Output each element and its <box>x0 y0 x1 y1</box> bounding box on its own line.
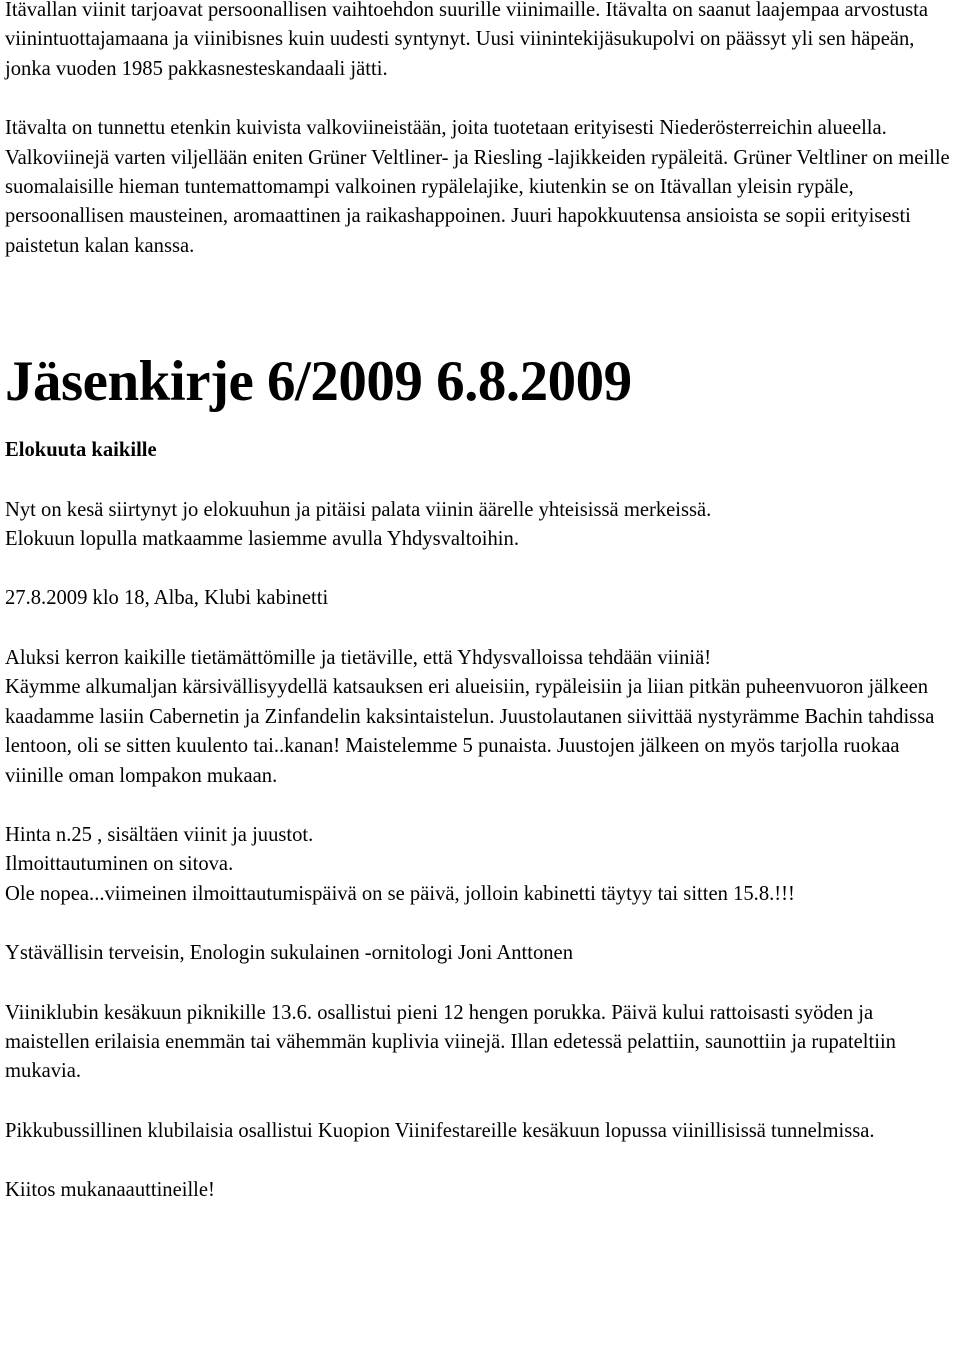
price-info: Hinta n.25 , sisältäen viinit ja juustot. <box>5 823 314 846</box>
intro-paragraph-white-wines: Itävalta on tunnettu etenkin kuivista valkoviineistään, joita tuotetaan erityisesti Niederösterreichin alueella. Valkoviinejä varten viljellään eniten Grüner Veltliner- ja Riesling -lajikkeiden rypäleitä. Grüner Veltliner on meille suomalaisille hieman tuntemattomampi valkoinen rypälelajike, kiutenkin se on Itävallan yleisin rypäle, persoonallisen mausteinen, aromaattinen ja raikashappoinen. Juuri hapokkuutensa ansioista se sopii erityisesti paistetun kalan kanssa. <box>5 117 950 257</box>
newsletter-subtitle: Elokuuta kaikille <box>5 439 157 462</box>
event-details: 27.8.2009 klo 18, Alba, Klubi kabinetti <box>5 587 329 610</box>
picnic-report: Viiniklubin kesäkuun piknikille 13.6. osallistui pieni 12 hengen porukka. Päivä kului rattoisasti syöden ja maistellen erilaisia enemmän tai vähemmän kuplivia viinejä. Illan edetessä pelattiin, saunottiin ja rupateltiin mukavia. <box>5 1001 896 1083</box>
signup-info: Ilmoittautuminen on sitova. <box>5 853 234 876</box>
newsletter-title: Jäsenkirje 6/2009 6.8.2009 <box>5 350 632 414</box>
letter-intro-line-2: Elokuun lopulla matkaamme lasiemme avulla Yhdysvaltoihin. <box>5 528 519 551</box>
document-page <box>5 0 955 1206</box>
thanks-line: Kiitos mukanaauttineille! <box>5 1179 215 1202</box>
letter-intro-line-1: Nyt on kesä siirtynyt jo elokuuhun ja pitäisi palata viinin äärelle yhteisissä merkeissä. <box>5 498 712 521</box>
deadline-info: Ole nopea...viimeinen ilmoittautumispäivä on se päivä, jolloin kabinetti täytyy tai sitten 15.8.!!! <box>5 882 795 905</box>
event-description-line-1: Aluksi kerron kaikille tietämättömille ja tietäville, että Yhdysvalloissa tehdään viiniä! <box>5 646 712 669</box>
festival-report: Pikkubussillinen klubilaisia osallistui Kuopion Viinifestareille kesäkuun lopussa viinillisissä tunnelmissa. <box>5 1119 875 1142</box>
intro-paragraph-austria-wines: Itävallan viinit tarjoavat persoonallisen vaihtoehdon suurille viinimaille. Itävalta on saanut laajempaa arvostusta viinintuottajamaana ja viinibisnes kuin uudesti syntynyt. Uusi viinintekijäsukupolvi on päässyt yli sen häpeän, jonka vuoden 1985 pakkasnesteskandaali jätti. <box>5 0 928 80</box>
event-description: Käymme alkumaljan kärsivällisyydellä katsauksen eri alueisiin, rypäleisiin ja liian pitkän puheenvuoron jälkeen kaadamme lasiin Cabernetin ja Zinfandelin kaksintaistelun. Juustolautanen siivittää nystyrämme Bachin tahdissa lentoon, oli se sitten kuulento tai..kanan! Maistelemme 5 punaista. Juustojen jälkeen on myös tarjolla ruokaa viinille oman lompakon mukaan. <box>5 676 935 787</box>
greeting-signature: Ystävällisin terveisin, Enologin sukulainen -ornitologi Joni Anttonen <box>5 942 573 965</box>
